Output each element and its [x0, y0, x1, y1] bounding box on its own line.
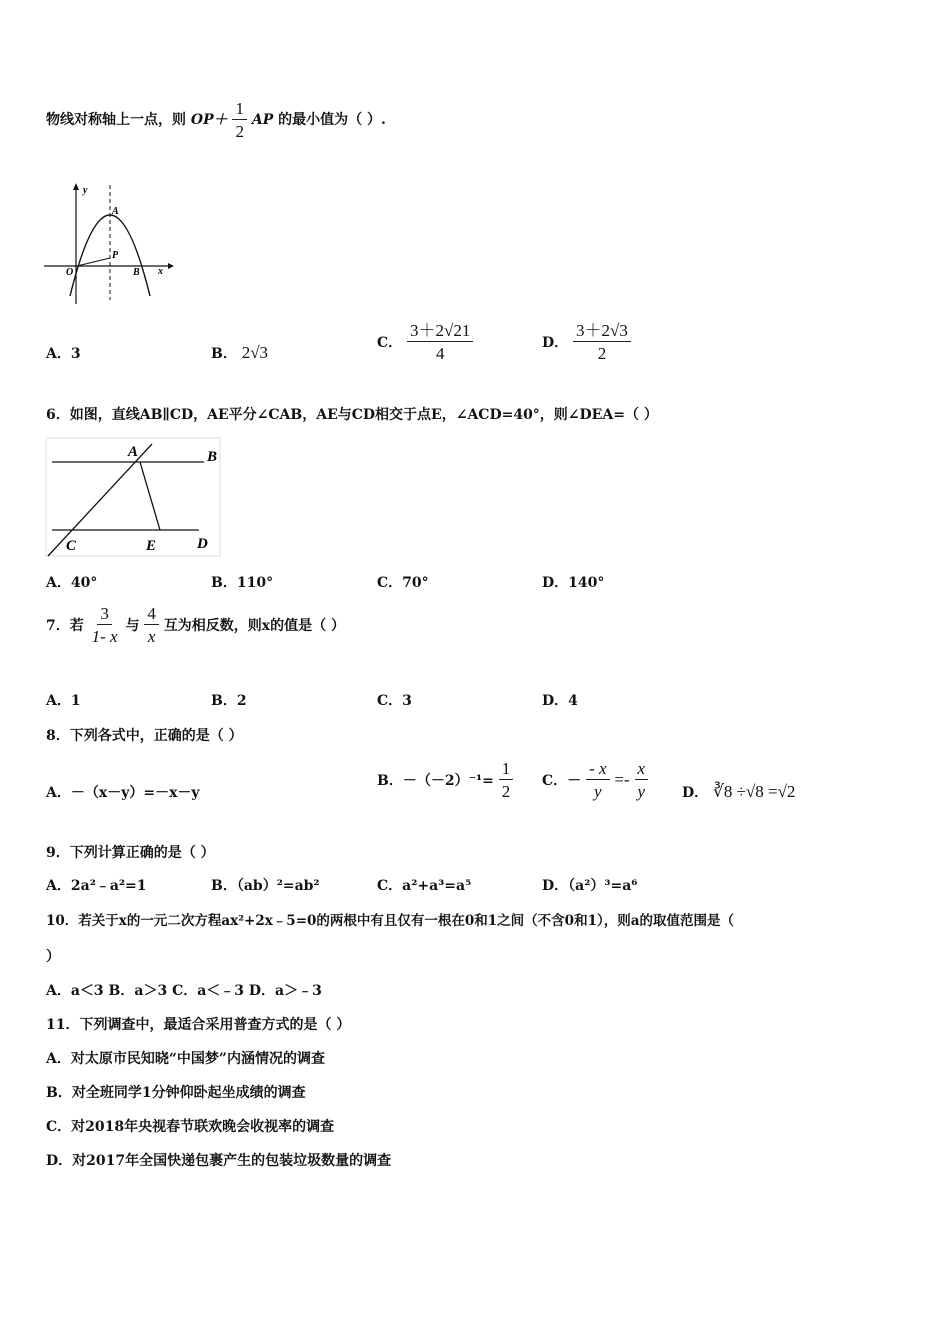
- q11-stem: 11．下列调查中，最适合采用普查方式的是（ ）: [46, 1017, 351, 1033]
- q5-op: OP＋: [190, 112, 228, 128]
- label-y: y: [83, 185, 88, 196]
- label-c: C: [66, 538, 77, 554]
- q9-stem: 9．下列计算正确的是（ ）: [46, 845, 215, 861]
- line-ac: [48, 444, 152, 556]
- q7-option-b: B．2: [211, 693, 247, 709]
- q8-option-d: D． ∛8 ÷√8 =√2: [682, 782, 796, 801]
- label-a: A: [128, 444, 139, 460]
- x-axis-arrow: [168, 263, 174, 269]
- q6-option-c: C．70°: [377, 575, 429, 591]
- label-d: D: [197, 536, 208, 552]
- q7-option-d: D．4: [542, 693, 578, 709]
- label-a: A: [112, 206, 119, 217]
- label-o: O: [66, 267, 74, 278]
- q5-stem-b: 的最小值为（ ）.: [278, 112, 386, 128]
- q6-option-d: D．140°: [542, 575, 605, 591]
- q5-ap: AP: [251, 112, 274, 128]
- q11-option-d: D．对2017年全国快递包裹产生的包装垃圾数量的调查: [46, 1153, 392, 1169]
- q10-stem-line2: ）: [46, 949, 60, 965]
- label-b: B: [133, 267, 140, 278]
- q8-option-a: A．－（x－y）=－x－y: [46, 785, 200, 801]
- q9-option-d: D．（a²）³=a⁶: [542, 878, 638, 894]
- label-b: B: [207, 449, 218, 465]
- q7-fraction-1: $\frac{3}{1- x}$: [91, 604, 118, 646]
- q8-option-b: B．－（－2）⁻¹= $\frac{1}{2}$: [377, 760, 513, 800]
- segment-ae: [140, 462, 160, 530]
- q5-stem: [46, 100, 386, 140]
- q11-option-a: A．对太原市民知晓“中国梦”内涵情况的调查: [46, 1051, 325, 1067]
- q5-stem-a: 物线对称轴上一点，则: [46, 112, 186, 128]
- q7-option-c: C．3: [377, 693, 412, 709]
- q8-option-c: C．－ $\frac{- x}{y}$ =- $\frac{x}{y}$: [542, 760, 648, 800]
- parabola-figure: [40, 180, 180, 310]
- q7-option-a: A．1: [46, 693, 81, 709]
- segment-op: [77, 258, 110, 266]
- q5-fraction: $\frac{1}{2}$: [232, 100, 247, 140]
- q5-option-c: C． $\frac{3+2√21}{4}$: [377, 322, 473, 362]
- q10-options: A．a＜3 B．a＞3 C．a＜﹣3 D．a＞﹣3: [46, 983, 322, 999]
- label-p: P: [112, 250, 119, 261]
- label-x: x: [158, 266, 163, 277]
- q10-stem-line1: 10．若关于x的一元二次方程ax²+2x﹣5=0的两根中有且仅有一根在0和1之间（不含0和1），则a的取值范围是（: [46, 913, 734, 929]
- q8-stem: 8．下列各式中，正确的是（ ）: [46, 728, 243, 744]
- q5-option-b: B． 2√3: [211, 343, 269, 362]
- q9-option-a: A．2a²﹣a²=1: [46, 878, 147, 894]
- label-e: E: [146, 538, 157, 554]
- parallel-lines-figure: [44, 436, 224, 560]
- q11-option-c: C．对2018年央视春节联欢晚会收视率的调查: [46, 1119, 335, 1135]
- q7-fraction-2: $\frac{4}{x}$: [144, 605, 159, 645]
- q5-option-d: D． $\frac{3+2√3}{2}$: [542, 322, 631, 362]
- q6-option-a: A．40°: [46, 575, 98, 591]
- q6-stem: 6．如图，直线AB∥CD，AE平分∠CAB，AE与CD相交于点E，∠ACD=40°，则∠DEA=（ ）: [46, 407, 658, 423]
- q7-stem: 7．若 $\frac{3}{1- x}$ 与 $\frac{4}{x}$ 互为相反数，则x的值是（ ）: [46, 604, 345, 646]
- y-axis-arrow: [73, 183, 79, 190]
- q11-option-b: B．对全班同学1分钟仰卧起坐成绩的调查: [46, 1085, 306, 1101]
- q6-option-b: B．110°: [211, 575, 274, 591]
- q5-option-a: A．3: [46, 346, 81, 362]
- q9-option-c: C．a²+a³=a⁵: [377, 878, 472, 894]
- q9-option-b: B．（ab）²=ab²: [211, 878, 320, 894]
